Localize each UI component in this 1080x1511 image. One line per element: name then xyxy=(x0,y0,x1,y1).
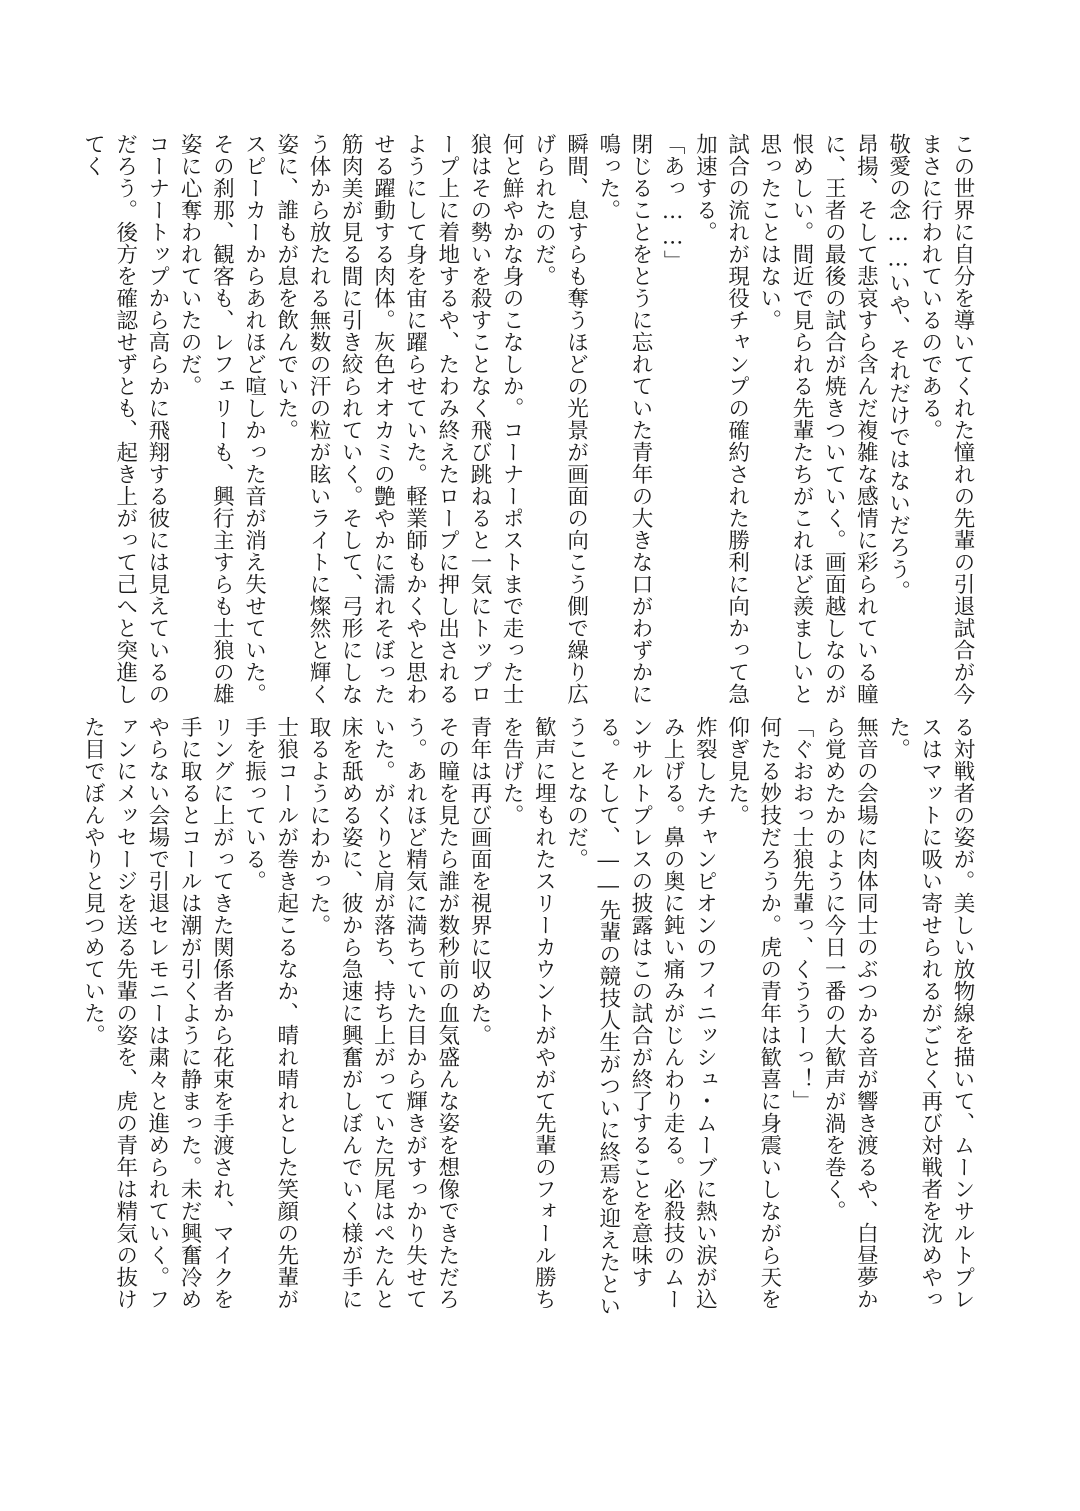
paragraph: 士狼コールが巻き起こるなか、晴れ晴れとした笑顔の先輩が手を振っている。 xyxy=(241,716,299,1310)
paragraph: 無音の会場に肉体同士のぶつかる音が響き渡るや、白昼夢から覚めたかのように今日一番の大歓声が渦を巻く。 xyxy=(821,716,879,1310)
paragraph: その瞳を見たら誰が数秒前の血気盛んな姿を想像できただろう。あれほど精気に満ちていた目から輝きがすっかり失せていた。がくりと肩が落ち、持ち上がっていた尻尾はぺたんと床を舐める姿に、彼から急速に興奮がしぼんでいく様が手に取るようにわかった。 xyxy=(305,716,460,1310)
paragraph: 敬愛の念……いや、それだけではないだろう。 xyxy=(885,133,911,602)
paragraph: 青年は再び画面を視界に収めた。 xyxy=(466,716,492,1046)
paragraph: 何たる妙技だろうか。虎の青年は歓喜に身震いしながら天を仰ぎ見た。 xyxy=(724,716,782,1310)
paragraph: 歓声に埋もれたスリーカウントがやがて先輩のフォール勝ちを告げた。 xyxy=(499,716,557,1310)
dialogue-line: 「あっ……」 xyxy=(660,133,686,272)
upper-text-block xyxy=(80,133,978,708)
paragraph: 瞬間、息すらも奪うほどの光景が画面の向こう側で繰り広げられたのだ。 xyxy=(531,133,589,705)
paragraph: スピーカーからあれほど喧しかった音が消え失せていた。 xyxy=(241,133,267,705)
paragraph: その刹那、観客も、レフェリーも、興行主すらも士狼の雄姿に心奪われていたのだ。 xyxy=(177,133,235,705)
paragraph: この世界に自分を導いてくれた憧れの先輩の引退試合が今まさに行われているのである。 xyxy=(917,133,975,705)
paragraph: リングに上がってきた関係者から花束を手渡され、マイクを手に取るとコールは潮が引くように静まった。未だ興奮冷めやらない会場で引退セレモニーは粛々と進められていく。ファンにメッセージを送る先輩の姿を、虎の青年は精気の抜けた目でぼんやりと見つめていた。 xyxy=(80,716,235,1310)
paragraph: 閉じることをとうに忘れていた青年の大きな口がわずかに鳴った。 xyxy=(595,133,653,705)
paragraph: る対戦者の姿が。美しい放物線を描いて、ムーンサルトプレスはマットに吸い寄せられるがごとく再び対戦者を沈めやった。 xyxy=(885,716,975,1310)
dialogue-line: 「ぐおおっ士狼先輩っ、くううーっ！」 xyxy=(788,716,814,1112)
lower-text-block xyxy=(80,716,978,1331)
paragraph: 炸裂したチャンピオンのフィニッシュ・ムーブに熱い涙が込み上げる。鼻の奥に鈍い痛みがじんわり走る。必殺技のムーンサルトプレスの披露はこの試合が終了することを意味する。そして、――先輩の競技人生がついに終焉を迎えたということなのだ。 xyxy=(563,716,718,1317)
paragraph: 昂揚、そして悲哀すら含んだ複雑な感情に彩られている瞳に、王者の最後の試合が焼きついていく。画面越しなのが恨めしい。間近で見られる先輩たちがこれほど羨ましいと思ったことはない。 xyxy=(756,133,879,705)
paragraph: コーナートップから高らかに飛翔する彼には見えているのだろう。後方を確認せずとも、起き上がって己へと突進してく xyxy=(80,133,170,705)
paragraph: 試合の流れが現役チャンプの確約された勝利に向かって急加速する。 xyxy=(692,133,750,705)
paragraph: 何と鮮やかな身のこなしか。コーナーポストまで走った士狼はその勢いを殺すことなく飛び跳ねると一気にトップロープ上に着地するや、たわみ終えたロープに押し出されるようにして身を宙に躍らせていた。軽業師もかくやと思わせる躍動する肉体。灰色オオカミの艶やかに濡れそぼった筋肉美が見る間に引き絞られていく。そして、弓形にしなう体から放たれる無数の汗の粒が眩いライトに燦然と輝く姿に、誰もが息を飲んでいた。 xyxy=(273,133,525,705)
